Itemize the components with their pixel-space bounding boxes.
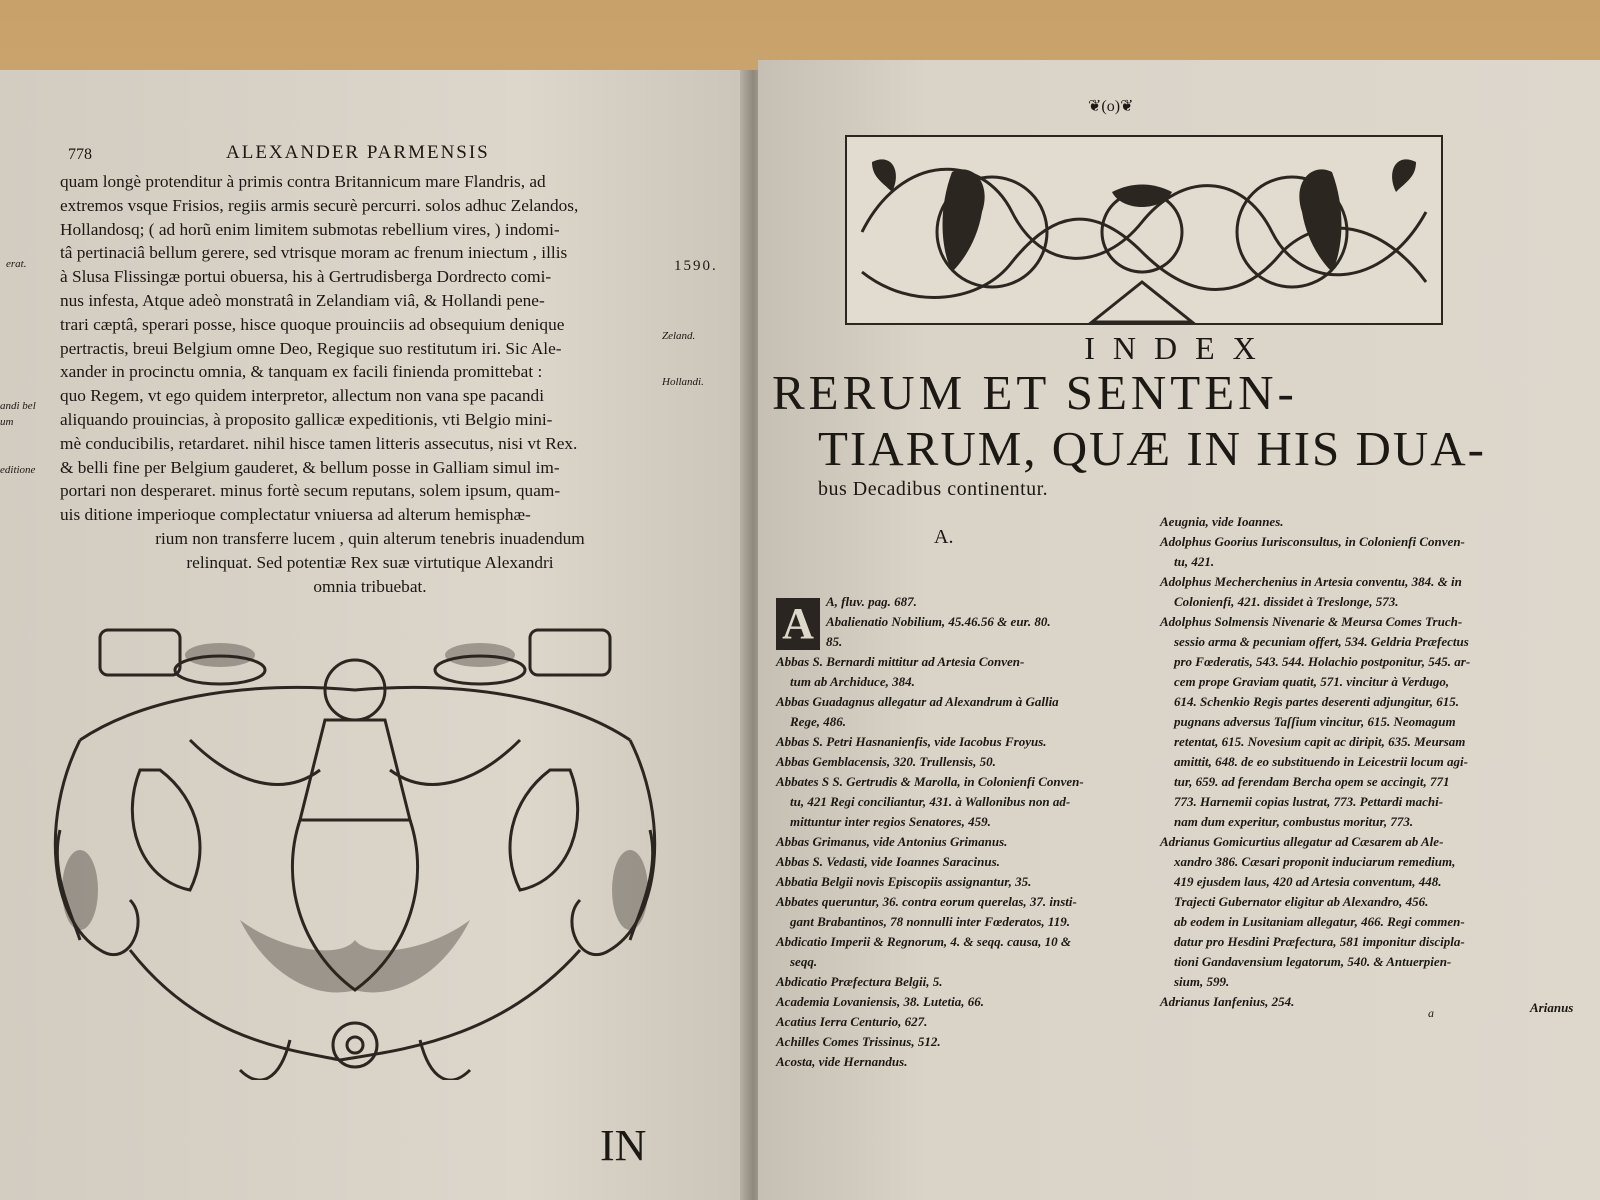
index-entry: xandro 386. Cæsari proponit induciarum remedium, (1174, 854, 1456, 869)
page-number: 778 (68, 146, 92, 163)
index-entry: A, fluv. pag. 687. (826, 594, 917, 609)
text-line: trari cæptâ, sperari posse, hisce quoque prouinciis ad obsequium denique (60, 314, 565, 334)
index-entry: tur, 659. ad ferendam Bercha opem se accingit, 771 (1174, 774, 1450, 789)
index-entry: 614. Schenkio Regis partes deserenti adjungitur, 615. (1174, 694, 1459, 709)
text-line: uis ditione imperioque complectatur vniuersa ad alterum hemisphæ- (60, 505, 531, 525)
open-book (0, 70, 1600, 1200)
index-entry: sessio arma & pecuniam offert, 534. Geldria Præfectus (1174, 634, 1469, 649)
text-line: quo Regem, vt ego quidem interpretor, allectum non vana spe pacandi (60, 386, 544, 406)
right-page (758, 60, 1600, 1200)
index-entry: Abdicatio Imperii & Regnorum, 4. & seqq. causa, 10 & (776, 934, 1072, 949)
index-entry: tioni Gandavensium legatorum, 540. & Antuerpien- (1174, 954, 1452, 969)
margin-note: editione (0, 464, 36, 476)
index-entry: Trajecti Gubernator eligitur ab Alexandro, 456. (1174, 894, 1429, 909)
text-line: mè conducibilis, retardaret. nihil hisce tamen litteris assecutus, nisi vt Rex. (60, 433, 578, 453)
index-entry: pro Fœderatis, 543. 544. Holachio postponitur, 545. ar- (1174, 654, 1471, 669)
index-entry: Abbas Grimanus, vide Antonius Grimanus. (776, 834, 1008, 849)
index-entry: tum ab Archiduce, 384. (790, 674, 915, 689)
index-entry: Abbas S. Petri Hasnanienfis, vide Iacobus Froyus. (776, 734, 1047, 749)
index-entry: gant Brabantinos, 78 nonnulli inter Fœderatos, 119. (790, 914, 1070, 929)
index-entry: datur pro Hesdini Præfectura, 581 imponitur discipla- (1174, 934, 1465, 949)
index-entry: mittuntur inter regios Senatores, 459. (790, 814, 991, 829)
index-entry: nam dum experitur, combustus moritur, 773. (1174, 814, 1414, 829)
index-entry: tu, 421. (1174, 554, 1215, 569)
index-entry: Rege, 486. (790, 714, 846, 729)
index-entry: Abbas S. Vedasti, vide Ioannes Saracinus. (776, 854, 1000, 869)
margin-note-year: 1590. (674, 258, 718, 274)
index-entry: Abbas S. Bernardi mittitur ad Artesia Conven- (776, 654, 1025, 669)
index-entry: amittit, 648. de eo substituendo in Leicestrii locum agi- (1174, 754, 1468, 769)
index-heading (772, 365, 1572, 501)
text-line: relinquat. Sed potentiæ Rex suæ virtutique Alexandri (186, 552, 554, 572)
text-line: pertractis, breui Belgium omne Deo, Regique suo restitutum iri. Sic Ale- (60, 338, 562, 358)
title-line: RERUM ET SENTEN- (772, 365, 1298, 420)
index-entry: ab eodem in Lusitaniam allegatur, 466. Regi commen- (1174, 914, 1465, 929)
dropcap: A (776, 598, 820, 650)
text-line: Hollandosq; ( ad horũ enim limitem submotas rebellium vires, ) indomi- (60, 219, 560, 239)
index-title: INDEX (1084, 330, 1274, 366)
title-line: bus Decadibus continentur. (818, 478, 1049, 500)
left-page (0, 70, 752, 1200)
index-entry: Abbatia Belgii novis Episcopiis assignantur, 35. (776, 874, 1032, 889)
index-entry: retentat, 615. Novesium capit ac diripit, 635. Meursam (1174, 734, 1466, 749)
index-entry: Abbates S S. Gertrudis & Marolla, in Colonienfi Conven- (776, 774, 1084, 789)
margin-note: Zeland. (662, 330, 696, 342)
section-letter: A. (934, 526, 954, 548)
index-column-left (776, 592, 1156, 1072)
text-line: xander in procinctu omnia, & tanquam ex facili finienda promittebat : (60, 362, 543, 382)
margin-note: um (0, 416, 14, 428)
text-line: quam longè protenditur à primis contra Britannicum mare Flandris, ad (60, 172, 546, 191)
headpiece-ornament (842, 132, 1446, 328)
text-line: à Slusa Flissingæ portui obuersa, his à Gertrudisberga Dordrecto comi- (60, 267, 552, 287)
index-entry: cem prope Graviam quatit, 571. vincitur à Verdugo, (1174, 674, 1450, 689)
text-line: rium non transferre lucem , quin alterum tenebris inuadendum (155, 528, 585, 548)
index-entry: 419 ejusdem laus, 420 ad Artesia conventum, 448. (1174, 874, 1442, 889)
index-entry: Adolphus Solmensis Nivenarie & Meursa Comes Truch- (1160, 614, 1463, 629)
index-entry: Acatius Ierra Centurio, 627. (776, 1014, 928, 1029)
text-line: & belli fine per Belgium gauderet, & bellum posse in Galliam simul im- (60, 457, 560, 477)
running-head: ALEXANDER PARMENSIS (226, 142, 490, 163)
text-line: aliquando prouincias, à proposito gallicæ expeditionis, vti Belgio mini- (60, 409, 553, 429)
index-entry: Aeugnia, vide Ioannes. (1160, 514, 1284, 529)
index-entry: Abalienatio Nobilium, 45.46.56 & eur. 80. (826, 614, 1051, 629)
index-entry: Adolphus Goorius Iurisconsultus, in Colonienfi Conven- (1160, 534, 1465, 549)
index-entry: Adrianus Gomicurtius allegatur ad Cæsarem ab Ale- (1160, 834, 1444, 849)
margin-note: andi bel (0, 400, 36, 412)
catchword: Arianus (1530, 1000, 1574, 1015)
index-entry: Abbates queruntur, 36. contra eorum querelas, 37. insti- (776, 894, 1077, 909)
title-line: TIARUM, QUÆ IN HIS DUA- (818, 421, 1486, 476)
text-line: tâ pertinaciâ bellum gerere, sed vtrisque moram ac frenum iniectum , illis (60, 243, 568, 263)
signature-mark: a (1428, 1006, 1434, 1020)
text-line: portari non desperaret. minus fortè secum reputans, solem ipsum, quam- (60, 481, 561, 501)
index-entry: Colonienfi, 421. dissidet à Treslonge, 573. (1174, 594, 1399, 609)
text-line: extremos vsque Frisios, regiis armis securè percurri. solos adhuc Zelandos, (60, 195, 579, 215)
body-text (60, 170, 680, 598)
index-entry: Acosta, vide Hernandus. (776, 1054, 908, 1069)
index-entry: Adolphus Mecherchenius in Artesia conventu, 384. & in (1160, 574, 1462, 589)
index-entry: 773. Harnemii copias lustrat, 773. Pettardi machi- (1174, 794, 1444, 809)
text-line: omnia tribuebat. (313, 576, 427, 596)
text-line: nus infesta, Atque adeò monstratâ in Zelandiam viâ, & Hollandi pene- (60, 290, 545, 310)
index-entry: Abdicatio Præfectura Belgii, 5. (776, 974, 943, 989)
index-entry: seqq. (790, 954, 818, 969)
index-entry: 85. (826, 634, 843, 649)
index-column-right (1160, 512, 1580, 1012)
index-entry: sium, 599. (1174, 974, 1230, 989)
catchword: IN (600, 1121, 647, 1170)
index-entry: Achilles Comes Trissinus, 512. (776, 1034, 941, 1049)
index-entry: Academia Lovaniensis, 38. Lutetia, 66. (776, 994, 984, 1009)
woodcut-ornament (40, 620, 670, 1080)
index-entry: Abbas Guadagnus allegatur ad Alexandrum à Gallia (776, 694, 1059, 709)
page-signature: ❦(o)❦ (1088, 98, 1134, 115)
index-entry: Abbas Gemblacensis, 320. Trullensis, 50. (776, 754, 996, 769)
index-entry: tu, 421 Regi conciliantur, 431. à Wallonibus non ad- (790, 794, 1071, 809)
margin-note: erat. (6, 258, 27, 270)
index-entry: Adrianus Ianfenius, 254. (1160, 994, 1295, 1009)
margin-note: Hollandi. (662, 376, 704, 388)
index-entry: pugnans adversus Taſſium vincitur, 615. Neomagum (1174, 714, 1456, 729)
